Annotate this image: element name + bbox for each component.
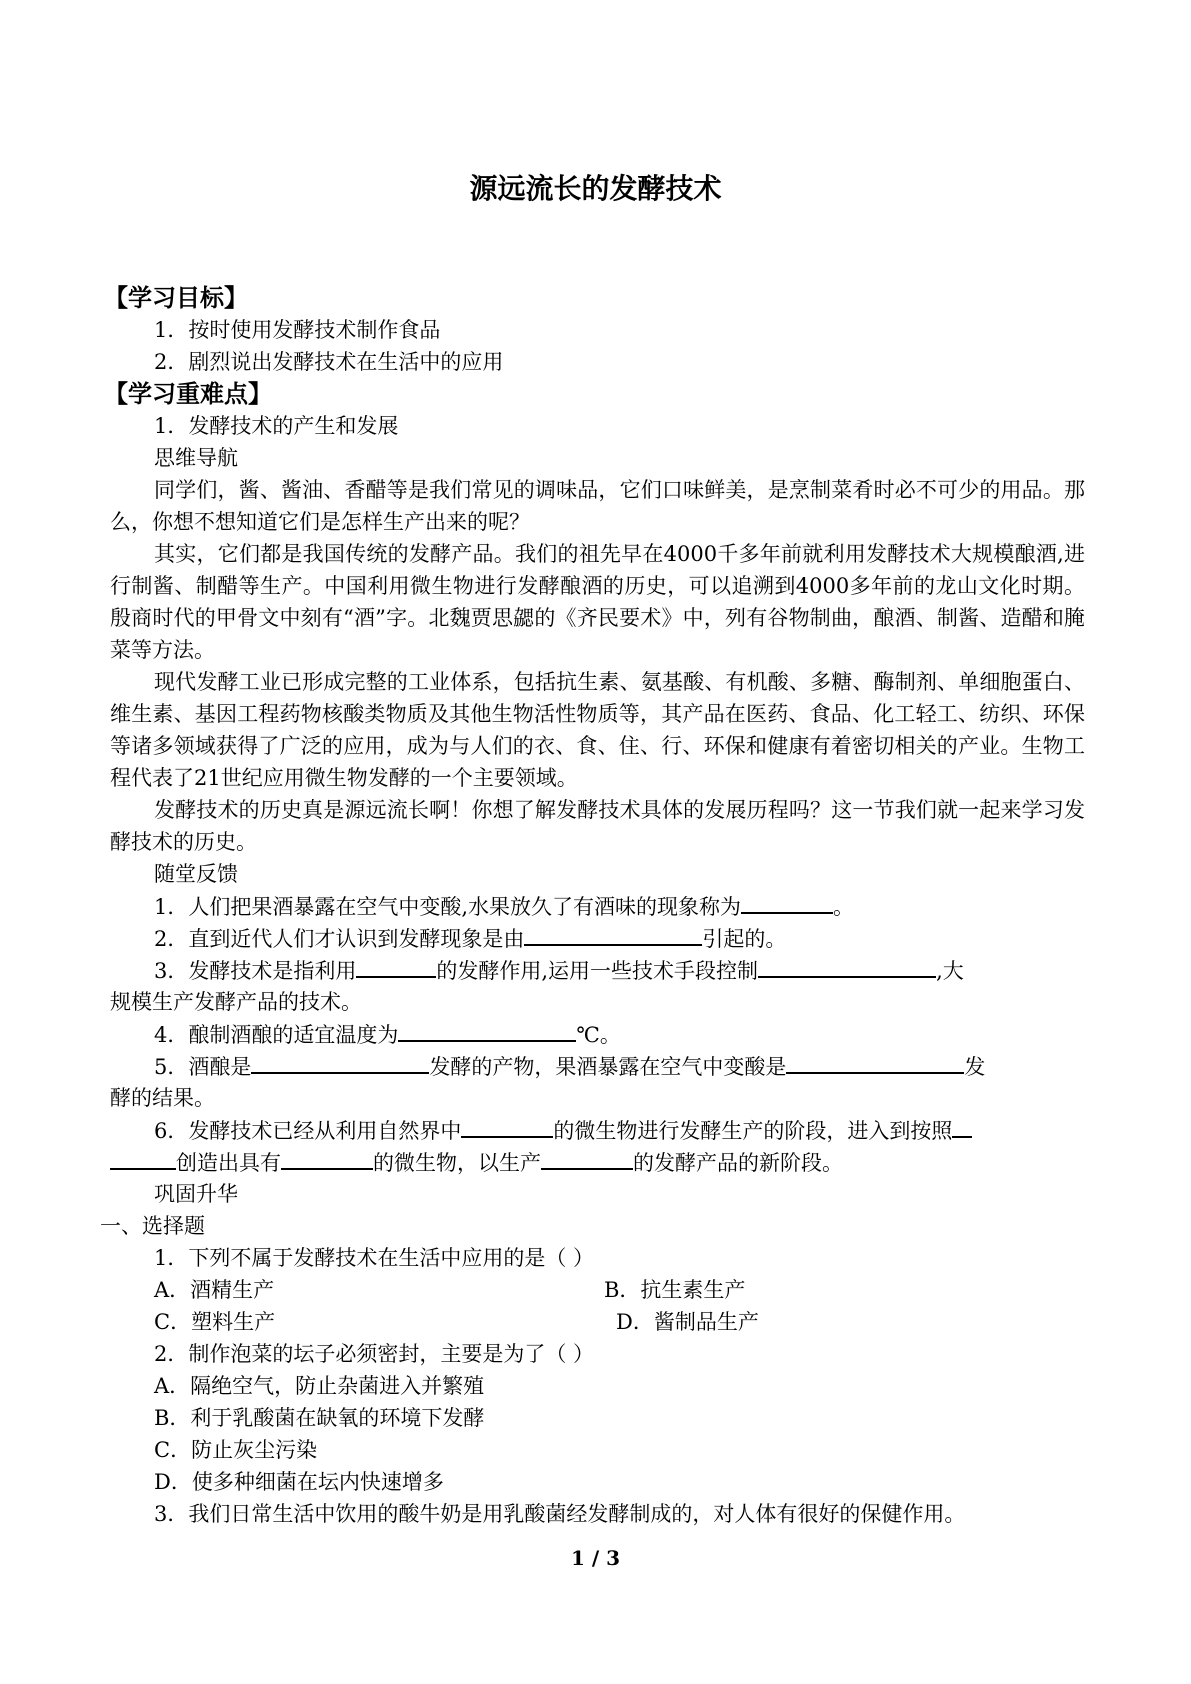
q2-text-b: 引起的。 [702,927,787,951]
q3-text-a: 3．发酵技术是指利用 [154,959,357,983]
intro-paragraph-1: 同学们，酱、酱油、香醋等是我们常见的调味品，它们口味鲜美，是烹制菜肴时必不可少的用品。那么，你想不想知道它们是怎样生产出来的呢？ [110,478,1085,534]
fill-question-3-cont: 规模生产发酵产品的技术。 [110,990,362,1014]
goal-item-2: 2．剧烈说出发酵技术在生活中的应用 [154,350,504,374]
fill-question-3 [110,954,1085,986]
option-a: A．酒精生产 [154,1278,275,1302]
document-title: 源远流长的发酵技术 [469,172,722,205]
blank-field [741,890,833,914]
option-c: C．塑料生产 [154,1310,276,1334]
choice-question-1: 1．下列不属于发酵技术在生活中应用的是（ ） [154,1246,595,1270]
guide-label: 思维导航 [154,446,238,470]
q6-text-b: 的微生物进行发酵生产的阶段，进入到按照 [553,1119,953,1143]
blank-field [281,1146,373,1170]
fill-question-6-cont [110,1146,1085,1178]
fill-question-5-cont: 酵的结果。 [110,1086,215,1110]
option-d: D．使多种细菌在坛内快速增多 [154,1470,444,1494]
q2-text-a: 2．直到近代人们才认识到发酵现象是由 [154,927,525,951]
option-b: B．利于乳酸菌在缺氧的环境下发酵 [154,1406,485,1430]
q6b-text-c: 的发酵产品的新阶段。 [633,1151,843,1175]
fill-question-5 [110,1050,1085,1082]
goal-item-1: 1．按时使用发酵技术制作食品 [154,318,441,342]
q3-text-c: ,大 [936,959,964,983]
option-c: C．防止灰尘污染 [154,1438,318,1462]
q6b-text-a: 创造出具有 [176,1151,281,1175]
goals-heading: 【学习目标】 [104,284,248,312]
q6b-text-b: 的微生物，以生产 [373,1151,541,1175]
q4-text-a: 4．酿制酒酿的适宜温度为 [154,1023,399,1047]
feedback-label: 随堂反馈 [154,862,238,886]
document-body [100,282,1085,1530]
choice-question-3: 3．我们日常生活中饮用的酸牛奶是用乳酸菌经发酵制成的，对人体有很好的保健作用。 [154,1502,966,1526]
choice-1-options-row-1 [110,1274,1085,1306]
option-b: B．抗生素生产 [604,1278,746,1302]
fill-question-1 [110,890,1085,922]
fill-question-6 [110,1114,1085,1146]
blank-field [356,954,436,978]
q5-text-c: 发 [964,1055,986,1079]
choice-1-options-row-2 [110,1306,1085,1338]
choice-question-2: 2．制作泡菜的坛子必须密封，主要是为了（ ） [154,1342,595,1366]
blank-field [398,1018,576,1042]
q5-text-a: 5．酒酿是 [154,1055,252,1079]
blank-field [541,1146,633,1170]
blank-field [251,1050,429,1074]
intro-paragraph-2: 其实，它们都是我国传统的发酵产品。我们的祖先早在4000千多年前就利用发酵技术大规模酿酒,进行制酱、制醋等生产。中国利用微生物进行发酵酿酒的历史，可以追溯到4000多年前的龙山文化时期。殷商时代的甲骨文中刻有“酒”字。北魏贾思勰的《齐民要术》中，列有谷物制曲，酿酒、制酱、造醋和腌菜等方法。 [110,542,1085,662]
consolidate-label: 巩固升华 [154,1182,238,1206]
blank-field [110,1146,176,1170]
fill-question-4 [110,1018,1085,1050]
q3-text-b: 的发酵作用,运用一些技术手段控制 [436,959,759,983]
blank-field [758,954,936,978]
q6-text-a: 6．发酵技术已经从利用自然界中 [154,1119,462,1143]
q1-text-b: 。 [833,895,855,919]
intro-paragraph-4: 发酵技术的历史真是源远流长啊！你想了解发酵技术具体的发展历程吗？这一节我们就一起来学习发酵技术的历史。 [110,798,1085,854]
blank-field [786,1050,964,1074]
blank-field [524,922,702,946]
fill-question-2 [110,922,1085,954]
blank-field [461,1114,553,1138]
q4-text-b: ℃。 [576,1023,621,1047]
page-number: 1 / 3 [570,1546,621,1570]
choice-section-heading: 一、选择题 [100,1214,205,1238]
q1-text-a: 1．人们把果酒暴露在空气中变酸,水果放久了有酒味的现象称为 [154,895,742,919]
key-points-heading: 【学习重难点】 [104,380,272,408]
intro-paragraph-3: 现代发酵工业已形成完整的工业体系，包括抗生素、氨基酸、有机酸、多糖、酶制剂、单细胞蛋白、维生素、基因工程药物核酸类物质及其他生物活性物质等，其产品在医药、食品、化工轻工、纺织、环保等诸多领域获得了广泛的应用，成为与人们的衣、食、住、行、环保和健康有着密切相关的产业。生物工程代表了21世纪应用微生物发酵的一个主要领域。 [110,670,1085,790]
key-point-item-1: 1．发酵技术的产生和发展 [154,414,399,438]
option-d: D．酱制品生产 [616,1310,759,1334]
q5-text-b: 发酵的产物，果酒暴露在空气中变酸是 [429,1055,787,1079]
blank-field [952,1114,972,1138]
option-a: A．隔绝空气，防止杂菌进入并繁殖 [154,1374,485,1398]
